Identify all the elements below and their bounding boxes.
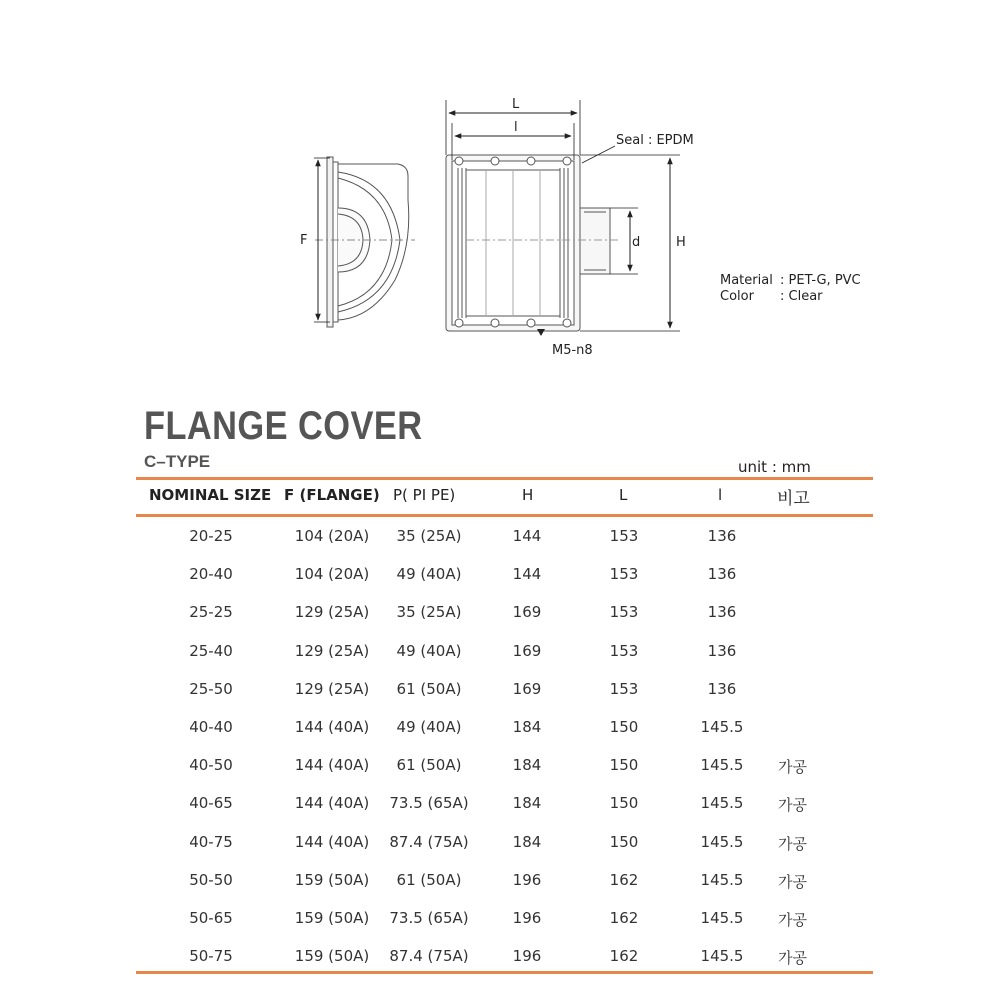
cell-pipe: 49 (40A)	[396, 641, 462, 660]
header-l: l	[718, 486, 723, 504]
cell-flange: 129 (25A)	[294, 603, 370, 622]
unit-label: unit : mm	[738, 458, 811, 476]
table-top-rule	[136, 477, 873, 480]
table-row	[0, 718, 992, 756]
table-row	[0, 794, 992, 832]
cell-l: 136	[707, 641, 737, 660]
cell-flange: 144 (40A)	[294, 756, 370, 775]
cell-note: 가공	[778, 949, 807, 968]
cell-note: 가공	[778, 834, 807, 853]
cell-L: 153	[609, 641, 639, 660]
cell-h: 184	[512, 794, 542, 813]
cell-h: 196	[512, 947, 542, 966]
cell-L: 153	[609, 527, 639, 545]
cell-flange: 104 (20A)	[294, 565, 370, 584]
cell-h: 184	[512, 832, 542, 851]
cell-pipe: 73.5 (65A)	[389, 909, 469, 927]
table-row	[0, 603, 992, 641]
table-row	[0, 642, 992, 680]
page-subtitle: C–TYPE	[144, 452, 211, 471]
cell-l: 136	[707, 679, 737, 698]
table-row	[0, 833, 992, 871]
cell-flange: 129 (25A)	[294, 641, 370, 660]
cell-L: 153	[609, 679, 639, 698]
cell-L: 150	[609, 756, 639, 775]
cell-flange: 159 (50A)	[294, 947, 370, 966]
cell-flange: 104 (20A)	[294, 527, 370, 545]
cell-note: 가공	[778, 872, 807, 891]
cell-pipe: 87.4 (75A)	[389, 832, 469, 851]
cell-flange: 159 (50A)	[294, 909, 370, 927]
table-bottom-rule	[136, 971, 873, 974]
table-row	[0, 871, 992, 909]
cell-L: 162	[609, 947, 639, 966]
side-view-drawing	[315, 157, 415, 327]
cell-h: 169	[512, 603, 542, 622]
cell-h: 144	[512, 527, 542, 545]
technical-drawing	[0, 0, 992, 380]
front-view-drawing	[446, 155, 620, 331]
cell-l: 145.5	[700, 832, 744, 851]
cell-pipe: 49 (40A)	[396, 565, 462, 584]
cell-l: 136	[707, 565, 737, 584]
cell-l: 145.5	[700, 909, 744, 927]
label-seal: Seal : EPDM	[616, 133, 694, 148]
material-value: : PET-G, PVC	[780, 273, 861, 288]
table-row	[0, 565, 992, 603]
cell-nominal-size: 40-65	[189, 794, 233, 813]
cell-h: 184	[512, 718, 542, 736]
cell-pipe: 87.4 (75A)	[389, 947, 469, 966]
cell-note: 가공	[778, 911, 807, 929]
cell-l: 145.5	[700, 794, 744, 813]
color-label: Color	[720, 289, 754, 304]
label-h: H	[676, 235, 686, 250]
cell-pipe: 49 (40A)	[396, 718, 462, 736]
cell-h: 196	[512, 870, 542, 889]
cell-flange: 144 (40A)	[294, 832, 370, 851]
cell-L: 150	[609, 832, 639, 851]
cell-h: 196	[512, 909, 542, 927]
header-note: 비고	[777, 489, 810, 509]
cell-L: 162	[609, 909, 639, 927]
cell-nominal-size: 50-50	[189, 870, 233, 889]
label-bolt: M5-n8	[552, 343, 593, 358]
label-L: L	[512, 97, 520, 112]
cell-pipe: 61 (50A)	[396, 679, 462, 698]
cell-h: 169	[512, 679, 542, 698]
cell-nominal-size: 40-40	[189, 718, 233, 736]
cell-flange: 144 (40A)	[294, 718, 370, 736]
header-flange: F (FLANGE)	[284, 486, 380, 504]
material-label: Material	[720, 273, 773, 288]
cell-flange: 144 (40A)	[294, 794, 370, 813]
cell-l: 136	[707, 603, 737, 622]
header-L: L	[619, 486, 628, 504]
table-row	[0, 756, 992, 794]
cell-nominal-size: 25-40	[189, 641, 233, 660]
cell-h: 144	[512, 565, 542, 584]
cell-nominal-size: 20-40	[189, 565, 233, 584]
cell-nominal-size: 25-50	[189, 679, 233, 698]
header-h: H	[522, 486, 534, 504]
cell-flange: 129 (25A)	[294, 679, 370, 698]
cell-h: 184	[512, 756, 542, 775]
label-f: F	[300, 233, 308, 248]
cell-L: 153	[609, 565, 639, 584]
cell-nominal-size: 50-65	[189, 909, 233, 927]
cell-l: 145.5	[700, 718, 744, 736]
cell-pipe: 35 (25A)	[396, 527, 462, 545]
cell-l: 145.5	[700, 756, 744, 775]
table-row	[0, 680, 992, 718]
cell-pipe: 61 (50A)	[396, 870, 462, 889]
header-nominal-size: NOMINAL SIZE	[149, 486, 272, 504]
table-row	[0, 527, 992, 565]
cell-pipe: 35 (25A)	[396, 603, 462, 622]
table-header-rule	[136, 514, 873, 517]
cell-L: 150	[609, 718, 639, 736]
cell-pipe: 61 (50A)	[396, 756, 462, 775]
cell-nominal-size: 50-75	[189, 947, 233, 966]
cell-nominal-size: 40-50	[189, 756, 233, 775]
cell-nominal-size: 25-25	[189, 603, 233, 622]
cell-flange: 159 (50A)	[294, 870, 370, 889]
cell-l: 136	[707, 527, 737, 545]
label-d: d	[632, 235, 641, 250]
cell-l: 145.5	[700, 947, 744, 966]
color-value: : Clear	[780, 289, 823, 304]
cell-L: 153	[609, 603, 639, 622]
cell-L: 150	[609, 794, 639, 813]
page-title: FLANGE COVER	[144, 404, 423, 448]
header-pipe: P( PI PE)	[393, 486, 456, 504]
cell-nominal-size: 20-25	[189, 527, 233, 545]
cell-pipe: 73.5 (65A)	[389, 794, 469, 813]
table-row	[0, 909, 992, 947]
cell-note: 가공	[778, 758, 807, 777]
label-l: l	[514, 120, 518, 135]
cell-note: 가공	[778, 796, 807, 815]
cell-L: 162	[609, 870, 639, 889]
cell-nominal-size: 40-75	[189, 832, 233, 851]
cell-h: 169	[512, 641, 542, 660]
table-row	[0, 947, 992, 985]
cell-l: 145.5	[700, 870, 744, 889]
